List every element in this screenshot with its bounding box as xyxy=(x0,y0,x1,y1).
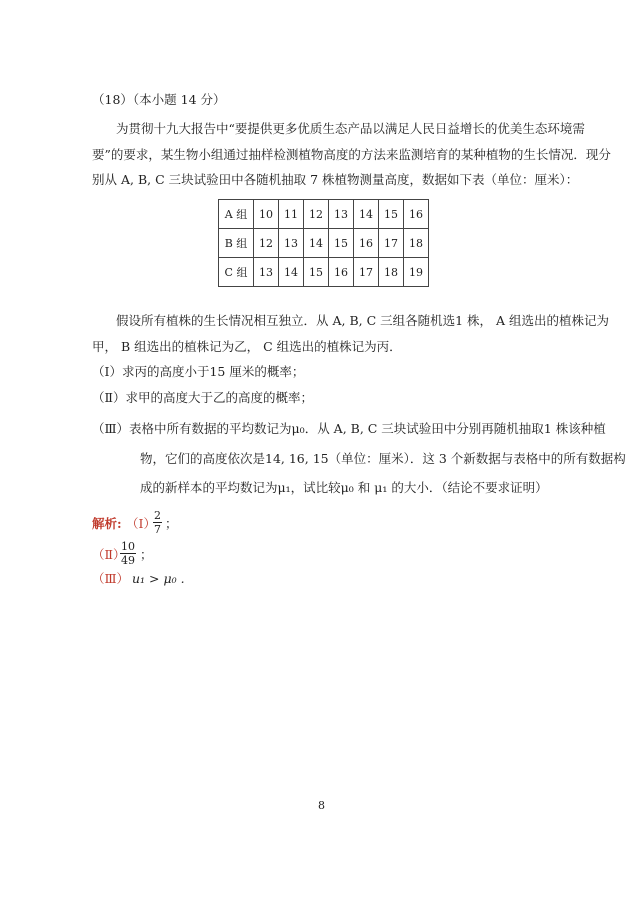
answer-1-fraction xyxy=(153,509,162,536)
table-cell: 13 xyxy=(254,258,279,287)
table-cell: 16 xyxy=(354,229,379,258)
answer-3-label: （Ⅲ） xyxy=(92,571,130,586)
table-cell: 18 xyxy=(404,229,429,258)
answer-2-semicolon: ； xyxy=(140,547,153,562)
table-cell: 13 xyxy=(329,200,354,229)
table-row xyxy=(219,229,429,258)
answer-2-denominator: 49 xyxy=(121,554,135,567)
table-cell: 14 xyxy=(279,258,304,287)
table-row-label: B 组 xyxy=(219,229,254,258)
assumption-line-1: 假设所有植株的生长情况相互独立．从 A, B, C 三组各随机选1 株， A 组选出的植株记为 xyxy=(116,313,610,328)
table-cell: 16 xyxy=(329,258,354,287)
answer-1-semicolon: ； xyxy=(165,516,178,531)
table-cell: 15 xyxy=(379,200,404,229)
table-cell: 15 xyxy=(304,258,329,287)
question-3-line-3: 成的新样本的平均数记为μ₁，试比较μ₀ 和 μ₁ 的大小．（结论不要求证明） xyxy=(140,480,548,495)
answer-1-denominator: 7 xyxy=(154,523,161,536)
answer-label: 解析: xyxy=(92,516,122,531)
answer-2-numerator: 10 xyxy=(121,540,135,553)
table-cell: 14 xyxy=(354,200,379,229)
table-cell: 15 xyxy=(329,229,354,258)
assumption-line-2: 甲， B 组选出的植株记为乙， C 组选出的植株记为丙． xyxy=(92,339,402,354)
question-2: （Ⅱ）求甲的高度大于乙的高度的概率； xyxy=(92,390,313,405)
answer-2-fraction xyxy=(120,540,136,567)
height-data-table xyxy=(218,199,429,287)
table-cell: 10 xyxy=(254,200,279,229)
intro-line-3: 别从 A, B, C 三块试验田中各随机抽取 7 株植物测量高度，数据如下表（单位：厘米）： xyxy=(92,172,579,187)
answer-3-expression: u₁ > μ₀ . xyxy=(132,571,185,586)
intro-line-1: 为贯彻十九大报告中“要提供更多优质生态产品以满足人民日益增长的优美生态环境需 xyxy=(116,121,585,136)
intro-line-2: 要”的要求，某生物小组通过抽样检测植物高度的方法来监测培育的某种植物的生长情况．现分 xyxy=(92,147,611,162)
table-row-label: C 组 xyxy=(219,258,254,287)
question-3-line-1: （Ⅲ）表格中所有数据的平均数记为μ₀．从 A, B, C 三块试验田中分别再随机抽取1 株该种植 xyxy=(92,421,606,436)
answer-1-label: （Ⅰ） xyxy=(126,516,156,531)
answer-2-label: （Ⅱ） xyxy=(92,547,126,562)
table-cell: 18 xyxy=(379,258,404,287)
table-cell: 17 xyxy=(379,229,404,258)
table-cell: 13 xyxy=(279,229,304,258)
table-cell: 14 xyxy=(304,229,329,258)
table-cell: 16 xyxy=(404,200,429,229)
answer-1-numerator: 2 xyxy=(154,509,161,522)
problem-header: （18）（本小题 14 分） xyxy=(92,92,226,107)
table-cell: 11 xyxy=(279,200,304,229)
question-1: （Ⅰ）求丙的高度小于15 厘米的概率； xyxy=(92,364,305,379)
table-row xyxy=(219,258,429,287)
page-number: 8 xyxy=(318,799,325,812)
table-cell: 12 xyxy=(254,229,279,258)
table-row-label: A 组 xyxy=(219,200,254,229)
table-cell: 19 xyxy=(404,258,429,287)
table-cell: 17 xyxy=(354,258,379,287)
table-row xyxy=(219,200,429,229)
question-3-line-2: 物，它们的高度依次是14, 16, 15（单位：厘米）．这 3 个新数据与表格中的所有数据构 xyxy=(140,451,626,466)
table-cell: 12 xyxy=(304,200,329,229)
